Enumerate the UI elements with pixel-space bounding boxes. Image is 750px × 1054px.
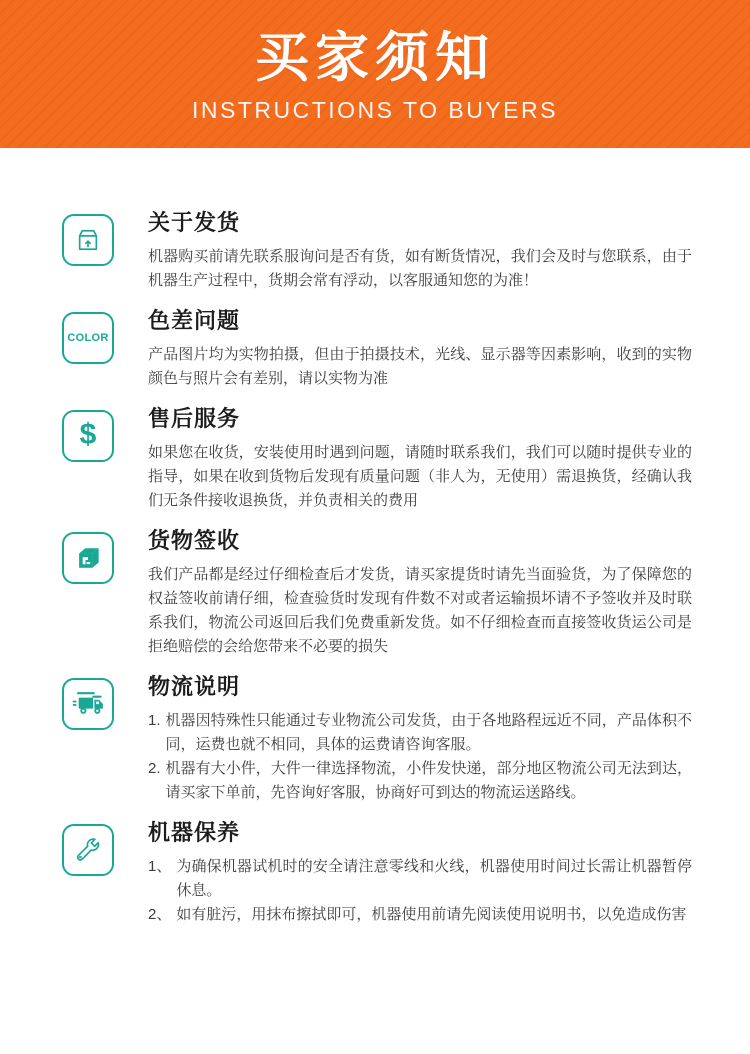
package-icon xyxy=(62,214,114,266)
list-text: 如有脏污，用抹布擦拭即可，机器使用前请先阅读使用说明书，以免造成伤害 xyxy=(176,906,687,923)
color-swatch-icon: COLOR xyxy=(62,312,114,364)
section-title-logistics: 物流说明 xyxy=(148,674,241,699)
section-title-color: 色差问题 xyxy=(148,308,241,333)
page-subtitle: INSTRUCTIONS TO BUYERS xyxy=(192,96,558,123)
section-title-maintenance: 机器保养 xyxy=(148,820,241,845)
section-color xyxy=(62,308,692,391)
section-title-aftersales: 售后服务 xyxy=(148,406,241,431)
list-marker: 1. xyxy=(148,712,161,729)
list-marker: 1、 xyxy=(148,858,172,875)
section-shipping xyxy=(62,210,692,293)
page-title: 买家须知 xyxy=(255,27,495,88)
list-item xyxy=(148,709,692,757)
section-receipt xyxy=(62,528,692,659)
notice-list xyxy=(0,148,750,927)
list-item xyxy=(148,903,692,927)
truck-icon xyxy=(62,678,114,730)
section-maintenance xyxy=(62,820,692,927)
section-text-color: 产品图片均为实物拍摄，但由于拍摄技术，光线、显示器等因素影响，收到的实物颜色与照片会有差别，请以实物为准 xyxy=(148,346,692,387)
header-banner xyxy=(0,0,750,148)
list-item xyxy=(148,855,692,903)
section-title-shipping: 关于发货 xyxy=(148,210,241,235)
section-aftersales xyxy=(62,406,692,513)
section-text-aftersales: 如果您在收货，安装使用时遇到问题，请随时联系我们，我们可以随时提供专业的指导，如果在收到货物后发现有质量问题（非人为，无使用）需退换货，经确认我们无条件接收退换货，并负责相关的费用 xyxy=(148,444,692,509)
list-text: 机器因特殊性只能通过专业物流公司发货，由于各地路程远近不同，产品体积不同，运费也就不相同，具体的运费请咨询客服。 xyxy=(165,712,692,753)
dollar-icon: $ xyxy=(62,410,114,462)
list-text: 机器有大小件，大件一律选择物流，小件发快递，部分地区物流公司无法到达，请买家下单前，先咨询好客服，协商好可到达的物流运送路线。 xyxy=(165,760,692,801)
list-marker: 2. xyxy=(148,760,161,777)
parcel-3d-icon xyxy=(62,532,114,584)
list-text: 为确保机器试机时的安全请注意零线和火线，机器使用时间过长需让机器暂停休息。 xyxy=(176,858,692,899)
section-title-receipt: 货物签收 xyxy=(148,528,241,553)
list-item xyxy=(148,757,692,805)
section-logistics xyxy=(62,674,692,805)
list-marker: 2、 xyxy=(148,906,172,923)
section-text-shipping: 机器购买前请先联系服询问是否有货，如有断货情况，我们会及时与您联系，由于机器生产过程中，货期会常有浮动，以客服通知您的为准！ xyxy=(148,248,692,289)
wrench-icon xyxy=(62,824,114,876)
section-text-receipt: 我们产品都是经过仔细检查后才发货，请买家提货时请先当面验货，为了保障您的权益签收前请仔细，检查验货时发现有件数不对或者运输损坏请不予签收并及时联系我们，物流公司返回后我们免费重新发货。如不仔细检查而直接签收货运公司是拒绝赔偿的会给您带来不必要的损失 xyxy=(148,566,692,655)
